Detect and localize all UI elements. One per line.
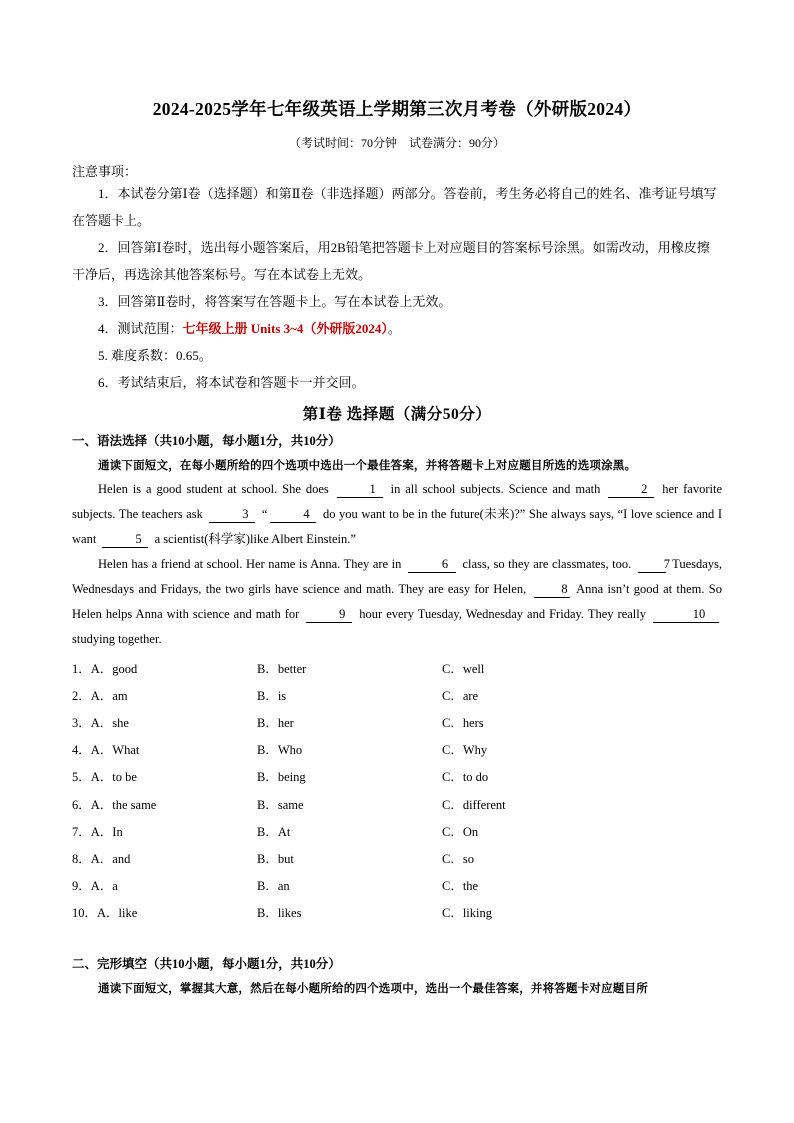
- option-c: C．On: [442, 824, 479, 839]
- option-row: [72, 736, 722, 763]
- note-5: 5. 难度系数：0.65。: [98, 348, 212, 363]
- option-c: C．so: [442, 851, 474, 866]
- option-b: B．being: [257, 770, 306, 785]
- section-2-instruction: 通读下面短文，掌握其大意，然后在每小题所给的四个选项中，选出一个最佳答案，并将答题卡对应题目所: [98, 982, 648, 995]
- option-row: [72, 654, 722, 681]
- blank-4: 4: [270, 507, 316, 523]
- option-row: [72, 763, 722, 790]
- option-row: [72, 844, 722, 871]
- passage-text: studying together.: [72, 632, 162, 646]
- option-c: C．liking: [442, 906, 493, 921]
- note-4-suffix: 。: [387, 321, 401, 336]
- section-2: [72, 954, 722, 996]
- passage-text: Helen has a friend at school. Her name is Anna. They are in: [98, 557, 405, 571]
- option-b: B．At: [257, 824, 291, 839]
- option-c: C．different: [442, 797, 506, 812]
- passage-text: hour every Tuesday, Wednesday and Friday. They really: [355, 607, 650, 621]
- option-row: [72, 872, 722, 899]
- test-scope: 七年级上册 Units 3~4（外研版2024）: [182, 321, 388, 336]
- part-1-title: 第Ⅰ卷 选择题（满分50分）: [302, 406, 492, 423]
- notes-heading: 注意事项：: [72, 164, 138, 179]
- option-b: B．her: [257, 715, 294, 730]
- option-c: C．to do: [442, 770, 489, 785]
- option-row: [72, 817, 722, 844]
- option-a: 4．A．What: [72, 743, 140, 758]
- passage-paragraph-2: [72, 552, 722, 652]
- option-row: [72, 708, 722, 735]
- blank-7: 7: [638, 557, 666, 573]
- passage-text: in all school subjects. Science and math: [385, 482, 606, 496]
- option-b: B．but: [257, 851, 294, 866]
- option-row: [72, 681, 722, 708]
- option-a: 5．A．to be: [72, 770, 137, 785]
- option-b: B．is: [257, 688, 287, 703]
- option-b: B．Who: [257, 743, 303, 758]
- passage-text: Helen is a good student at school. She does: [98, 482, 334, 496]
- option-a: 2．A．am: [72, 688, 128, 703]
- note-4-prefix: 4．测试范围：: [98, 321, 183, 336]
- blank-2: 2: [608, 482, 654, 498]
- option-b: B．same: [257, 797, 304, 812]
- passage-paragraph-1: [72, 477, 722, 552]
- passage-text: “: [258, 507, 268, 521]
- blank-5: 5: [102, 532, 148, 548]
- option-a: 3．A．she: [72, 715, 129, 730]
- option-row: [72, 790, 722, 817]
- blank-3: 3: [209, 507, 255, 523]
- option-row: [72, 899, 722, 926]
- section-1-instruction: 通读下面短文，在每小题所给的四个选项中选出一个最佳答案，并将答题卡上对应题目所选的选项涂黑。: [98, 460, 637, 472]
- option-c: C．Why: [442, 743, 488, 758]
- passage-text: do you want to be in the future(未来)?” She always says, “I love science and I want: [72, 507, 722, 546]
- section-2-title: 二、完形填空（共10小题，每小题1分，共10分）: [72, 956, 341, 971]
- option-b: B．likes: [257, 906, 302, 921]
- blank-1: 1: [337, 482, 383, 498]
- note-2: 2．回答第Ⅰ卷时，选出每小题答案后，用2B铅笔把答题卡上对应题目的答案标号涂黑。如需改动，用橡皮擦干净后，再选涂其他答案标号。写在本试卷上无效。: [72, 240, 710, 282]
- section-1-title: 一、语法选择（共10小题，每小题1分，共10分）: [72, 434, 341, 448]
- passage-text: Anna isn’t good at them. So Helen helps Anna with science and math for: [72, 582, 722, 621]
- passage-text: her favorite subjects. The teachers ask: [72, 482, 722, 521]
- option-a: 6．A．the same: [72, 797, 157, 812]
- blank-6: 6: [408, 557, 456, 573]
- note-6: 6．考试结束后，将本试卷和答题卡一并交回。: [98, 375, 365, 390]
- option-c: C．the: [442, 879, 479, 894]
- option-a: 10．A．like: [72, 906, 138, 921]
- exam-page: [72, 96, 722, 996]
- option-b: B．better: [257, 661, 307, 676]
- option-a: 1．A．good: [72, 661, 138, 676]
- blank-8: 8: [534, 582, 570, 598]
- option-b: B．an: [257, 879, 290, 894]
- exam-title: 2024-2025学年七年级英语上学期第三次月考卷（外研版2024）: [152, 99, 642, 119]
- option-a: 7．A．In: [72, 824, 123, 839]
- option-c: C．are: [442, 688, 479, 703]
- passage-text: a scientist(科学家)like Albert Einstein.”: [151, 532, 356, 546]
- exam-subtitle: （考试时间：70分钟 试卷满分：90分）: [288, 136, 505, 150]
- passage-text: Tuesdays, Wednesdays and Fridays, the two girls have science and math. They are easy for Helen,: [72, 557, 723, 596]
- passage-text: class, so they are classmates, too.: [458, 557, 635, 571]
- option-c: C．hers: [442, 715, 484, 730]
- option-c: C．well: [442, 661, 485, 676]
- option-a: 9．A．a: [72, 879, 118, 894]
- option-a: 8．A．and: [72, 851, 131, 866]
- answer-options: [72, 654, 722, 926]
- blank-10: 10: [653, 607, 719, 623]
- note-1: 1．本试卷分第Ⅰ卷（选择题）和第Ⅱ卷（非选择题）两部分。答卷前，考生务必将自己的姓名、准考证号填写在答题卡上。: [72, 186, 717, 228]
- blank-9: 9: [306, 607, 352, 623]
- note-3: 3．回答第Ⅱ卷时，将答案写在答题卡上。写在本试卷上无效。: [98, 294, 452, 309]
- note-4: [72, 315, 722, 342]
